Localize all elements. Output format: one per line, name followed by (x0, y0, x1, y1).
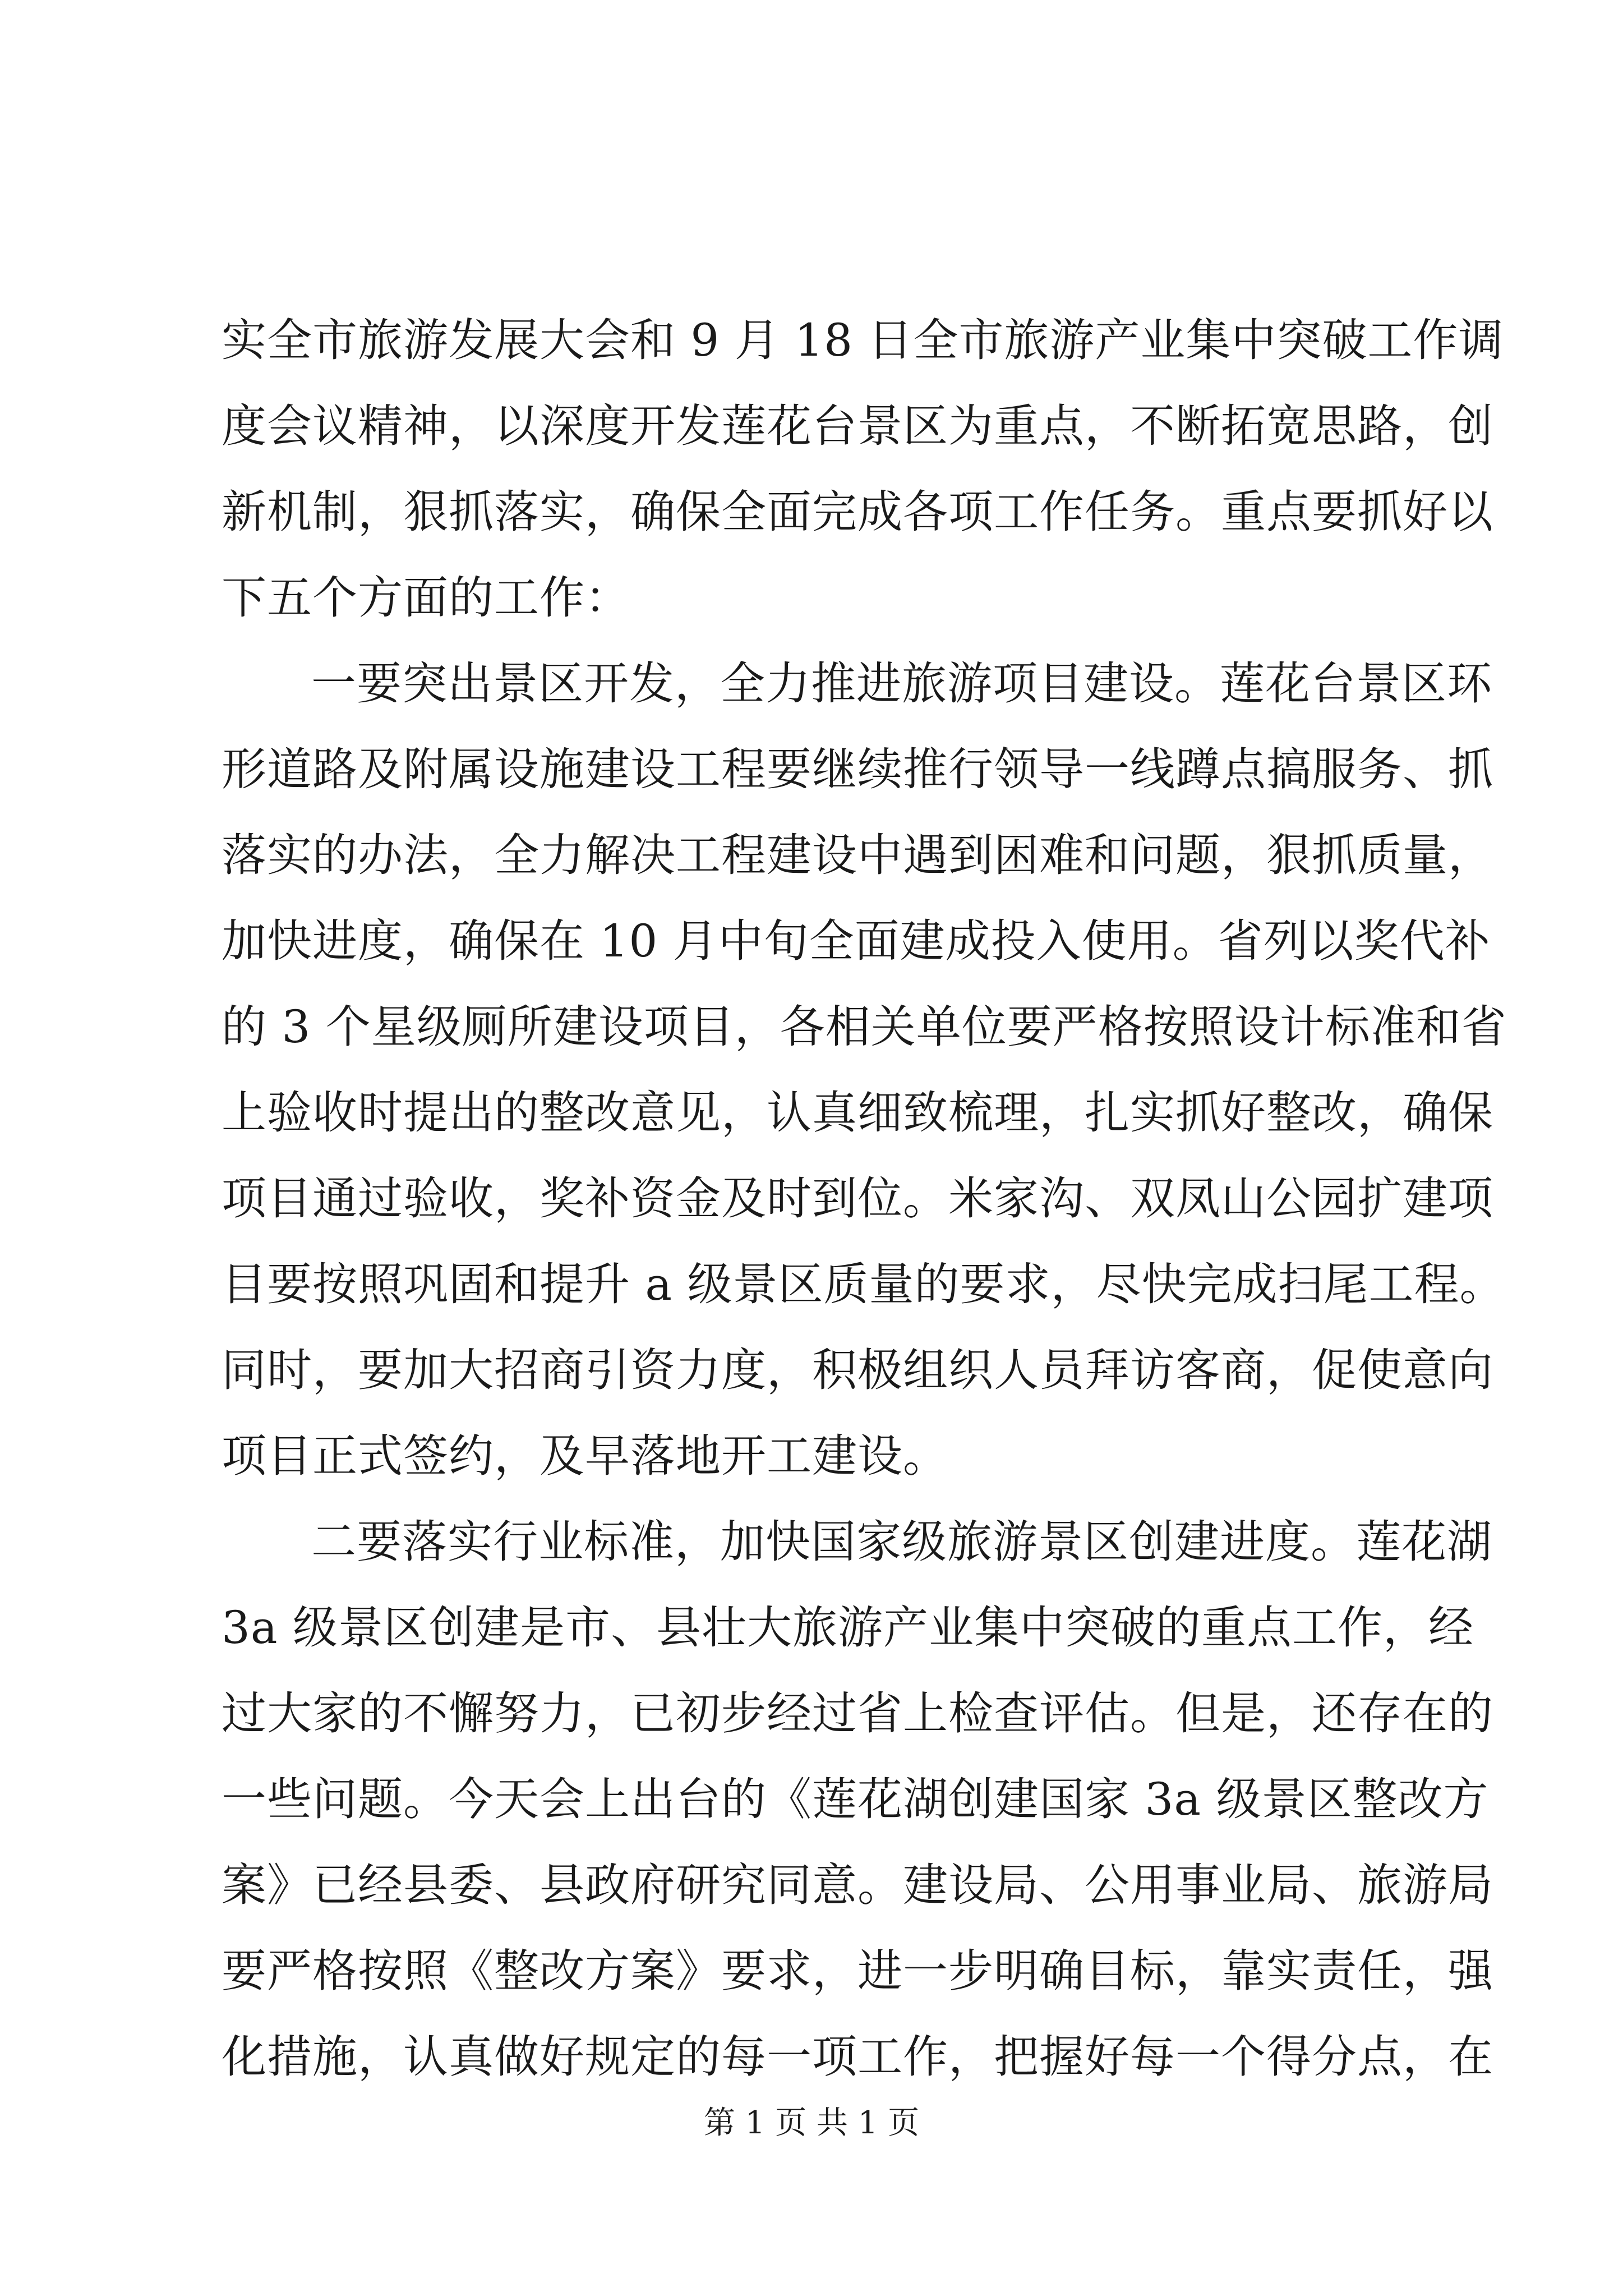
text-line: 加快进度，确保在 10 月中旬全面建成投入使用。省列以奖代补 (222, 915, 1491, 967)
paragraph-first-line: 二要落实行业标准，加快国家级旅游景区创建进度。莲花湖 (311, 1516, 1492, 1568)
text-line: 同时，要加大招商引资力度，积极组织人员拜访客商，促使意向 (222, 1344, 1493, 1396)
text-line: 形道路及附属设施建设工程要继续推行领导一线蹲点搞服务、抓 (222, 743, 1493, 795)
text-line: 项目正式签约，及早落地开工建设。 (222, 1430, 948, 1482)
page-footer: 第 1 页 共 1 页 (703, 2105, 920, 2141)
text-line: 度会议精神，以深度开发莲花台景区为重点，不断拓宽思路，创 (222, 400, 1493, 452)
text-line: 下五个方面的工作： (222, 572, 630, 624)
text-line: 落实的办法，全力解决工程建设中遇到困难和问题，狠抓质量， (222, 829, 1493, 881)
text-line: 要严格按照《整改方案》要求，进一步明确目标，靠实责任，强 (222, 1945, 1493, 1997)
text-line: 化措施，认真做好规定的每一项工作，把握好每一个得分点，在 (222, 2031, 1493, 2083)
text-line: 目要按照巩固和提升 a 级景区质量的要求，尽快完成扫尾工程。 (222, 1258, 1505, 1310)
text-line: 3a 级景区创建是市、县壮大旅游产业集中突破的重点工作，经 (222, 1602, 1474, 1654)
text-line: 一些问题。今天会上出台的《莲花湖创建国家 3a 级景区整改方 (222, 1773, 1489, 1825)
text-line: 新机制，狠抓落实，确保全面完成各项工作任务。重点要抓好以 (222, 486, 1493, 538)
paragraph-first-line: 一要突出景区开发，全力推进旅游项目建设。莲花台景区环 (311, 657, 1492, 710)
text-line: 案》已经县委、县政府研究同意。建设局、公用事业局、旅游局 (222, 1859, 1493, 1911)
text-line: 项目通过验收，奖补资金及时到位。米家沟、双凤山公园扩建项 (222, 1172, 1493, 1225)
text-line: 实全市旅游发展大会和 9 月 18 日全市旅游产业集中突破工作调 (222, 314, 1504, 366)
text-line: 过大家的不懈努力，已初步经过省上检查评估。但是，还存在的 (222, 1687, 1493, 1740)
document-body (222, 297, 1507, 2100)
text-line: 的 3 个星级厕所建设项目，各相关单位要严格按照设计标准和省 (222, 1001, 1507, 1053)
text-line: 上验收时提出的整改意见，认真细致梳理，扎实抓好整改，确保 (222, 1087, 1493, 1139)
